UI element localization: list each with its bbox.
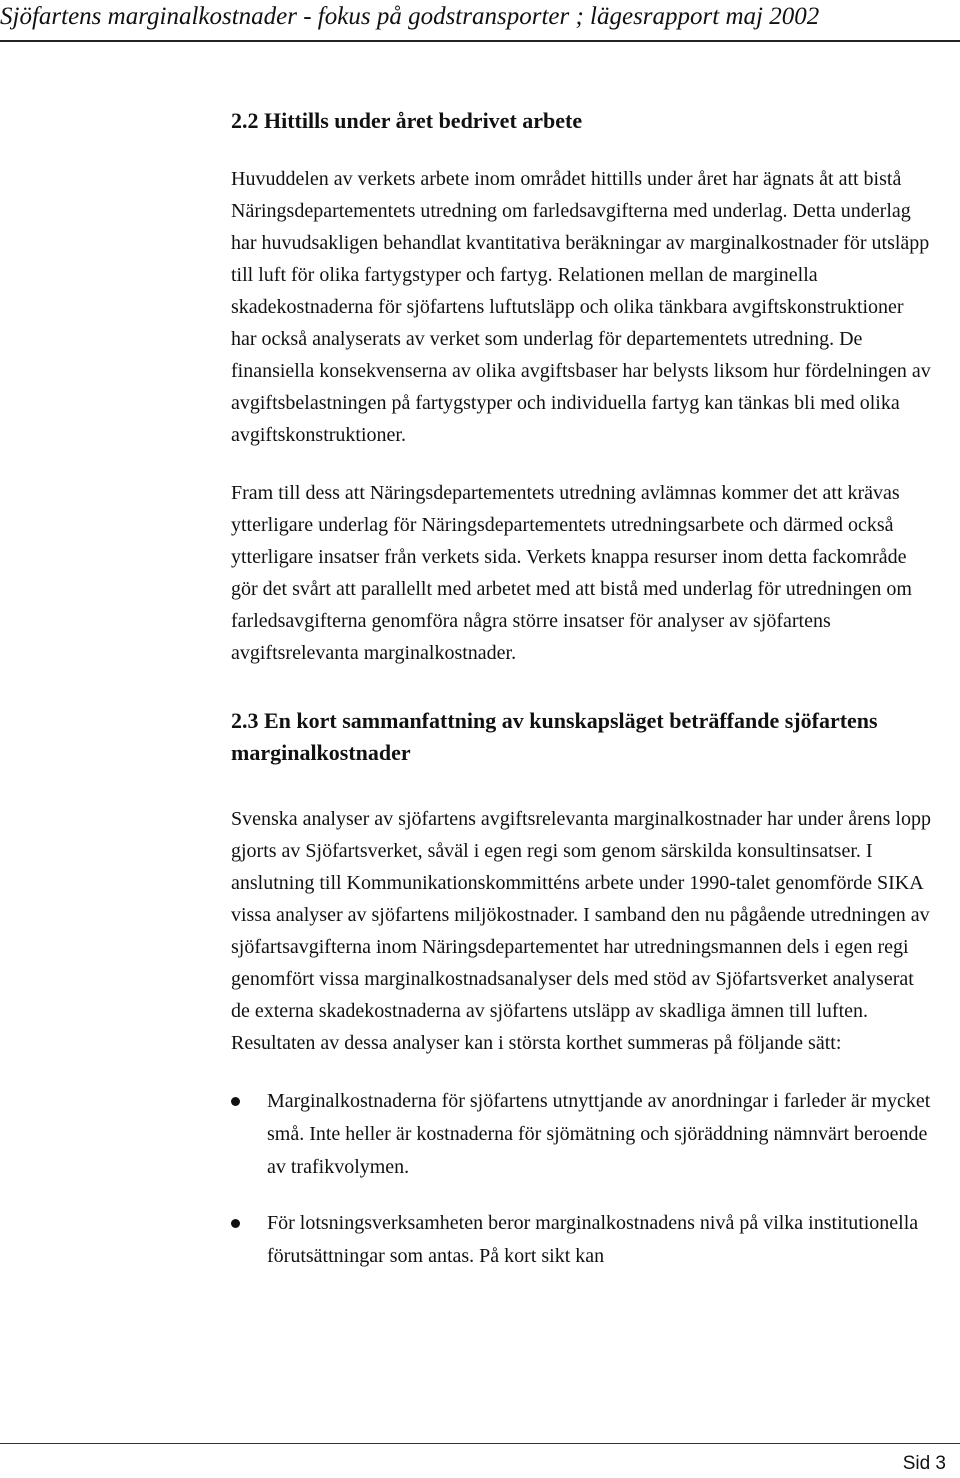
bullet-list <box>231 1085 931 1273</box>
list-item-text: Marginalkostnaderna för sjöfartens utnyttjande av anordningar i farleder är mycket små. Inte heller är kostnaderna för sjömätning och sjöräddning nämnvärt beroende av trafikvolymen. <box>267 1090 931 1178</box>
page-number: Sid 3 <box>902 1453 946 1474</box>
paragraph: Svenska analyser av sjöfartens avgiftsrelevanta marginalkostnader har under årens lopp gjorts av Sjöfartsverket, såväl i egen regi som genom särskilda konsultinsatser. I anslutning till Kommunikationskommitténs arbete under 1990-talet genomförde SIKA vissa analyser av sjöfartens miljökostnader. I samband den nu pågående utredningen av sjöfartsavgifterna inom Näringsdepartementet har utredningsmannen dels i egen regi genomfört vissa marginalkostnadsanalyser dels med stöd av Sjöfartsverket analyserat de externa skadekostnaderna av sjöfartens utsläpp av skadliga ämnen till luften. Resultaten av dessa analyser kan i största korthet summeras på följande sätt: <box>231 808 931 1054</box>
bullet-icon <box>231 1219 240 1228</box>
bullet-icon <box>231 1097 240 1106</box>
list-item <box>231 1207 931 1273</box>
footer-divider <box>0 1443 960 1444</box>
list-item <box>231 1085 931 1184</box>
document-body <box>231 105 931 1296</box>
paragraph: Huvuddelen av verkets arbete inom området hittills under året har ägnats åt att bistå Näringsdepartementets utredning om farledsavgifterna med underlag. Detta underlag har huvudsakligen behandlat kvantitativa beräkningar av marginalkostnader för utsläpp till luft för olika fartygstyper och fartyg. Relationen mellan de marginella skadekostnaderna för sjöfartens luftutsläpp och olika tänkbara avgiftskonstruktioner har också analyserats av verket som underlag för departementets utredning. De finansiella konsekvenserna av olika avgiftsbaser har belysts liksom hur fördelningen av avgiftsbelastningen på fartygstyper och individuella fartyg kan tänkas bli med olika avgiftskonstruktioner. <box>231 168 931 446</box>
header-divider <box>0 40 960 42</box>
section-heading-2-2: 2.2 Hittills under året bedrivet arbete <box>231 108 583 133</box>
running-header: Sjöfartens marginalkostnader - fokus på godstransporter ; lägesrapport maj 2002 <box>0 3 820 30</box>
list-item-text: För lotsningsverksamheten beror marginalkostnadens nivå på vilka institutionella förutsättningar som antas. På kort sikt kan <box>267 1212 919 1267</box>
section-heading-2-3: 2.3 En kort sammanfattning av kunskapsläget beträffande sjöfartens marginalkostnader <box>231 708 878 765</box>
paragraph: Fram till dess att Näringsdepartementets utredning avlämnas kommer det att krävas ytterligare underlag för Näringsdepartementets utredningsarbete och därmed också ytterligare insatser från verkets sida. Verkets knappa resurser inom detta fackområde gör det svårt att parallellt med arbetet med att bistå med underlag för utredningen om farledsavgifterna genomföra några större insatser för analyser av sjöfartens avgiftsrelevanta marginalkostnader. <box>231 482 912 664</box>
